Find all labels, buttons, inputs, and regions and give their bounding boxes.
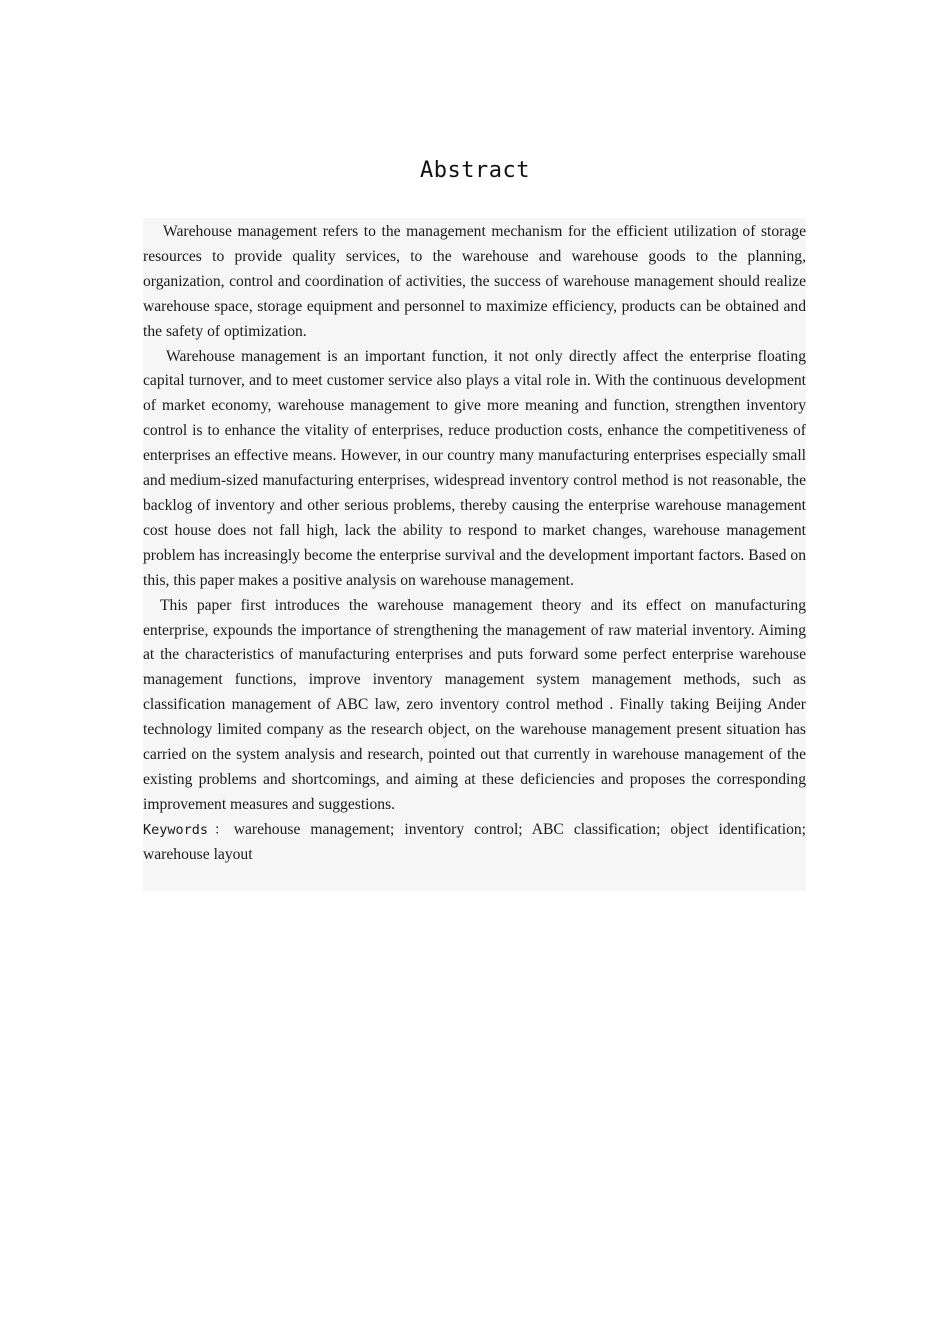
- abstract-text: [143, 218, 806, 868]
- abstract-paragraph-3: This paper first introduces the warehouse management theory and its effect on manufacturing enterprise, expounds the importance of strengthening the management of raw material inventory. Aiming at the characteristics of manufacturing enterprises and puts forward some perfect enterprise warehouse management functions, improve inventory management system management methods, such as classification management of ABC law, zero inventory control method . Finally taking Beijing Ander technology limited company as the research object, on the warehouse management present situation has carried on the system analysis and research, pointed out that currently in warehouse management of the existing problems and shortcomings, and aiming at these deficiencies and proposes the corresponding improvement measures and suggestions.: [143, 596, 806, 813]
- abstract-body: [143, 218, 806, 891]
- keywords-line: [143, 818, 806, 868]
- page-title: Abstract: [420, 158, 530, 183]
- keywords-text: warehouse management; inventory control; ABC classification; object identification; warehouse layout: [143, 820, 806, 863]
- abstract-paragraph-2: Warehouse management is an important function, it not only directly affect the enterprise floating capital turnover, and to meet customer service also plays a vital role in. With the continuous development of market economy, warehouse management to give more meaning and function, strengthen inventory control is to enhance the vitality of enterprises, reduce production costs, enhance the competitiveness of enterprises an effective means. However, in our country many manufacturing enterprises especially small and medium-sized manufacturing enterprises, widespread inventory control method is not reasonable, the backlog of inventory and other serious problems, thereby causing the enterprise warehouse management cost house does not fall high, lack the ability to respond to market changes, warehouse management problem has increasingly become the enterprise survival and the development important factors. Based on this, this paper makes a positive analysis on warehouse management.: [143, 347, 806, 589]
- keywords-label: Keywords：: [143, 821, 234, 838]
- abstract-paragraph-1: Warehouse management refers to the management mechanism for the efficient utilization of storage resources to provide quality services, to the warehouse and warehouse goods to the planning, organization, control and coordination of activities, the success of warehouse management should realize warehouse space, storage equipment and personnel to maximize efficiency, products can be obtained and the safety of optimization.: [143, 223, 806, 340]
